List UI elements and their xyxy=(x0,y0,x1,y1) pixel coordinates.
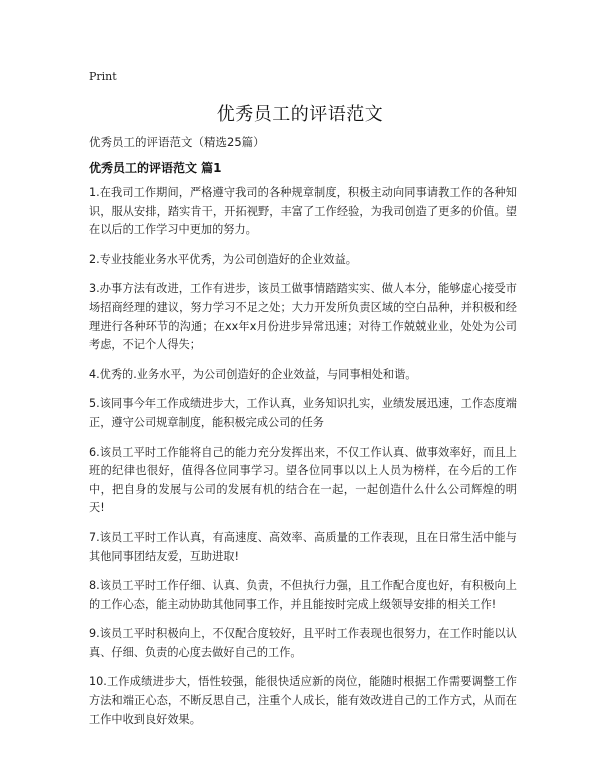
paragraph-9: 9.该员工平时积极向上，不仅配合度较好，且平时工作表现也很努力，在工作时能以认真、仔细、负责的心度去做好自己的工作。 xyxy=(89,627,517,659)
page-title: 优秀员工的评语范文 xyxy=(216,104,384,125)
paragraph-10: 10.工作成绩进步大，悟性较强，能很快适应新的岗位，能随时根据工作需要调整工作方法和端正心态，不断反思自己，注重个人成长，能有效改进自己的工作方式，从而在工作中收到良好效果。 xyxy=(89,675,517,726)
section-heading: 优秀员工的评语范文 篇1 xyxy=(89,161,222,175)
paragraph-4: 4.优秀的.业务水平，为公司创造好的企业效益，与同事相处和谐。 xyxy=(89,367,417,381)
paragraph-6: 6.该员工平时工作能将自己的能力充分发挥出来，不仅工作认真、做事效率好，而且上班的纪律也很好，值得各位同事学习。望各位同事以以上人员为榜样，在今后的工作中，把自身的发展与公司的发展有机的结合在一起，一起创造什么什么公司辉煌的明天! xyxy=(89,445,517,515)
paragraph-7: 7.该员工平时工作认真，有高速度、高效率、高质量的工作表现，且在日常生活中能与其他同事团结友爱，互助进取! xyxy=(89,530,517,563)
print-label[interactable]: Print xyxy=(89,70,117,83)
paragraph-8: 8.该员工平时工作仔细、认真、负责，不但执行力强，且工作配合度也好，有积极向上的工作心态，能主动协助其他同事工作，并且能按时完成上级领导安排的相关工作! xyxy=(89,579,517,611)
paragraph-3: 3.办事方法有改进，工作有进步，该员工做事情踏踏实实、做人本分，能够虚心接受市场招商经理的建议，努力学习不足之处；大力开发所负责区域的空白品种，并积极和经理进行各种环节的沟通；在xx年x月份进步异常迅速；对待工作兢兢业业，处处为公司考虑，不记个人得失； xyxy=(89,282,517,352)
document-subtitle: 优秀员工的评语范文（精选25篇） xyxy=(89,135,265,149)
paragraph-2: 2.专业技能业务水平优秀，为公司创造好的企业效益。 xyxy=(89,252,357,266)
paragraph-5: 5.该同事今年工作成绩进步大，工作认真，业务知识扎实，业绩发展迅速，工作态度端正，遵守公司规章制度，能积极完成公司的任务 xyxy=(89,397,517,429)
document-body xyxy=(89,184,517,740)
paragraph-1: 1.在我司工作期间，严格遵守我司的各种规章制度，积极主动向同事请教工作的各种知识，服从安排，踏实肯干，开拓视野，丰富了工作经验，为我司创造了更多的价值。望在以后的工作学习中更加的努力。 xyxy=(89,186,517,237)
